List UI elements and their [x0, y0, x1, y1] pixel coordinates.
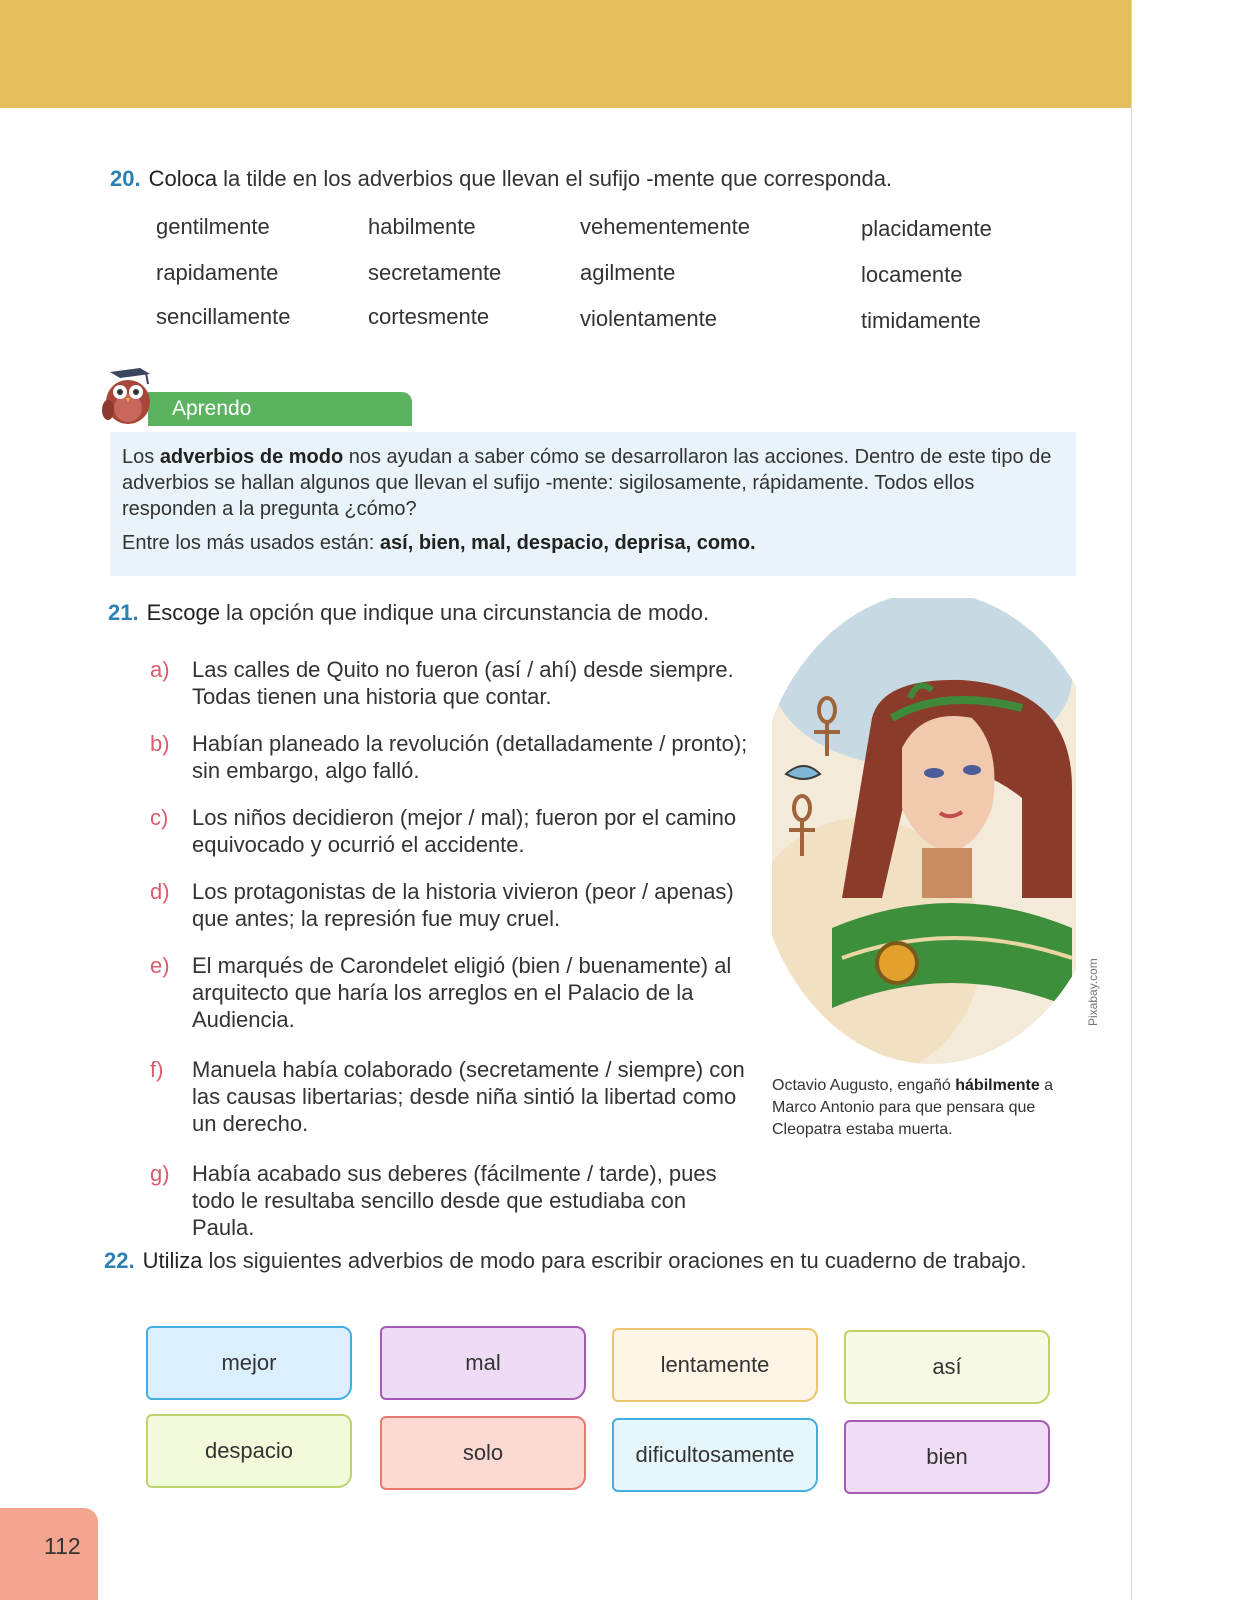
adverb-chip: bien — [844, 1420, 1050, 1494]
text-span: a Marco Antonio para que pensara que Cleopatra estaba muerta. — [772, 1077, 1054, 1138]
question-text: Los protagonistas de la historia vivieron (peor / apenas) que antes; la represión fue muy cruel. — [192, 879, 734, 931]
adverb-chip: así — [844, 1330, 1050, 1404]
exercise-verb: Escoge — [146, 600, 220, 625]
question-letter: c) — [150, 805, 169, 830]
question-letter: b) — [150, 731, 170, 756]
aprendo-header — [148, 392, 412, 426]
page-number: 112 — [44, 1533, 81, 1559]
aprendo-examples — [122, 532, 1062, 555]
question-text: Habían planeado la revolución (detalladamente / pronto); sin embargo, algo falló. — [192, 731, 748, 783]
adverb-chip: despacio — [146, 1414, 352, 1488]
key-term: así, bien, mal, despacio, deprisa, como. — [379, 532, 756, 554]
adverb-word: secretamente — [368, 260, 502, 285]
adverb-word: agilmente — [580, 260, 676, 285]
cleopatra-illustration — [772, 598, 1076, 1068]
question-letter: a) — [150, 657, 170, 682]
adverb-word: habilmente — [368, 214, 476, 239]
exercise-number: 21. — [108, 600, 139, 625]
adverb-chip: dificultosamente — [612, 1418, 818, 1492]
adverb-word: cortesmente — [368, 304, 490, 329]
exercise-instruction: los siguientes adverbios de modo para escribir oraciones en tu cuaderno de trabajo. — [208, 1248, 1027, 1273]
adverb-word: violentamente — [580, 306, 717, 331]
adverb-word: locamente — [861, 262, 963, 287]
header-band — [0, 0, 1132, 108]
page-number-tab — [0, 1508, 98, 1600]
adverb-chip: mal — [380, 1326, 586, 1400]
text-span: Los — [122, 446, 160, 468]
exercise-instruction: la tilde en los adverbios que llevan el sufijo -mente que corresponda. — [223, 166, 893, 191]
exercise-verb: Utiliza — [142, 1248, 203, 1273]
aprendo-box — [110, 432, 1076, 576]
question-text: Los niños decidieron (mejor / mal); fueron por el camino equivocado y ocurrió el accidente. — [192, 805, 737, 857]
exercise-verb: Coloca — [148, 166, 218, 191]
exercise-22-title — [104, 1248, 1027, 1274]
exercise-21-title — [108, 600, 709, 626]
aprendo-title: Aprendo — [172, 397, 252, 420]
key-term: hábilmente — [955, 1077, 1040, 1094]
image-caption — [772, 1075, 1072, 1141]
question-text: Manuela había colaborado (secretamente / siempre) con las causas libertarias; desde niña sintió la libertad como un derecho. — [192, 1057, 745, 1136]
adverb-chip: solo — [380, 1416, 586, 1490]
adverb-word: placidamente — [861, 216, 992, 241]
question-letter: g) — [150, 1161, 170, 1186]
adverb-word: gentilmente — [156, 214, 270, 239]
question-text: Las calles de Quito no fueron (así / ahí) desde siempre. Todas tienen una historia que contar. — [192, 657, 734, 709]
key-term: adverbios de modo — [159, 446, 344, 468]
question-text: El marqués de Carondelet eligió (bien / buenamente) al arquitecto que haría los arreglos en el Palacio de la Audiencia. — [192, 953, 732, 1032]
adverb-chip: lentamente — [612, 1328, 818, 1402]
question-letter: e) — [150, 953, 170, 978]
text-span: Octavio Augusto, engañó — [772, 1077, 956, 1094]
aprendo-paragraph — [122, 444, 1062, 522]
exercise-number: 22. — [104, 1248, 135, 1273]
question-text: Había acabado sus deberes (fácilmente / tarde), pues todo le resultaba sencillo desde que estudiaba con Paula. — [192, 1161, 717, 1240]
adverb-word: sencillamente — [156, 304, 291, 329]
text-span: Entre los más usados están: — [122, 532, 380, 554]
adverb-word: rapidamente — [156, 260, 279, 285]
owl-mascot-icon — [100, 368, 160, 426]
exercise-number: 20. — [110, 166, 141, 191]
adverb-word: vehementemente — [580, 214, 750, 239]
question-letter: d) — [150, 879, 170, 904]
exercise-instruction: la opción que indique una circunstancia de modo. — [225, 600, 710, 625]
page-edge — [1131, 0, 1132, 1600]
exercise-20-title — [110, 166, 892, 192]
question-letter: f) — [150, 1057, 164, 1082]
text-span: nos ayudan a saber cómo se desarrollaron las acciones. Dentro de este tipo de adverbios se hallan algunos que llevan el sufijo -mente: sigilosamente, rápidamente. Todos ellos responden a la pregunta ¿cómo? — [122, 446, 1052, 520]
adverb-chip: mejor — [146, 1326, 352, 1400]
adverb-word: timidamente — [861, 308, 981, 333]
image-credit: Pixabay.com — [1086, 958, 1100, 1026]
